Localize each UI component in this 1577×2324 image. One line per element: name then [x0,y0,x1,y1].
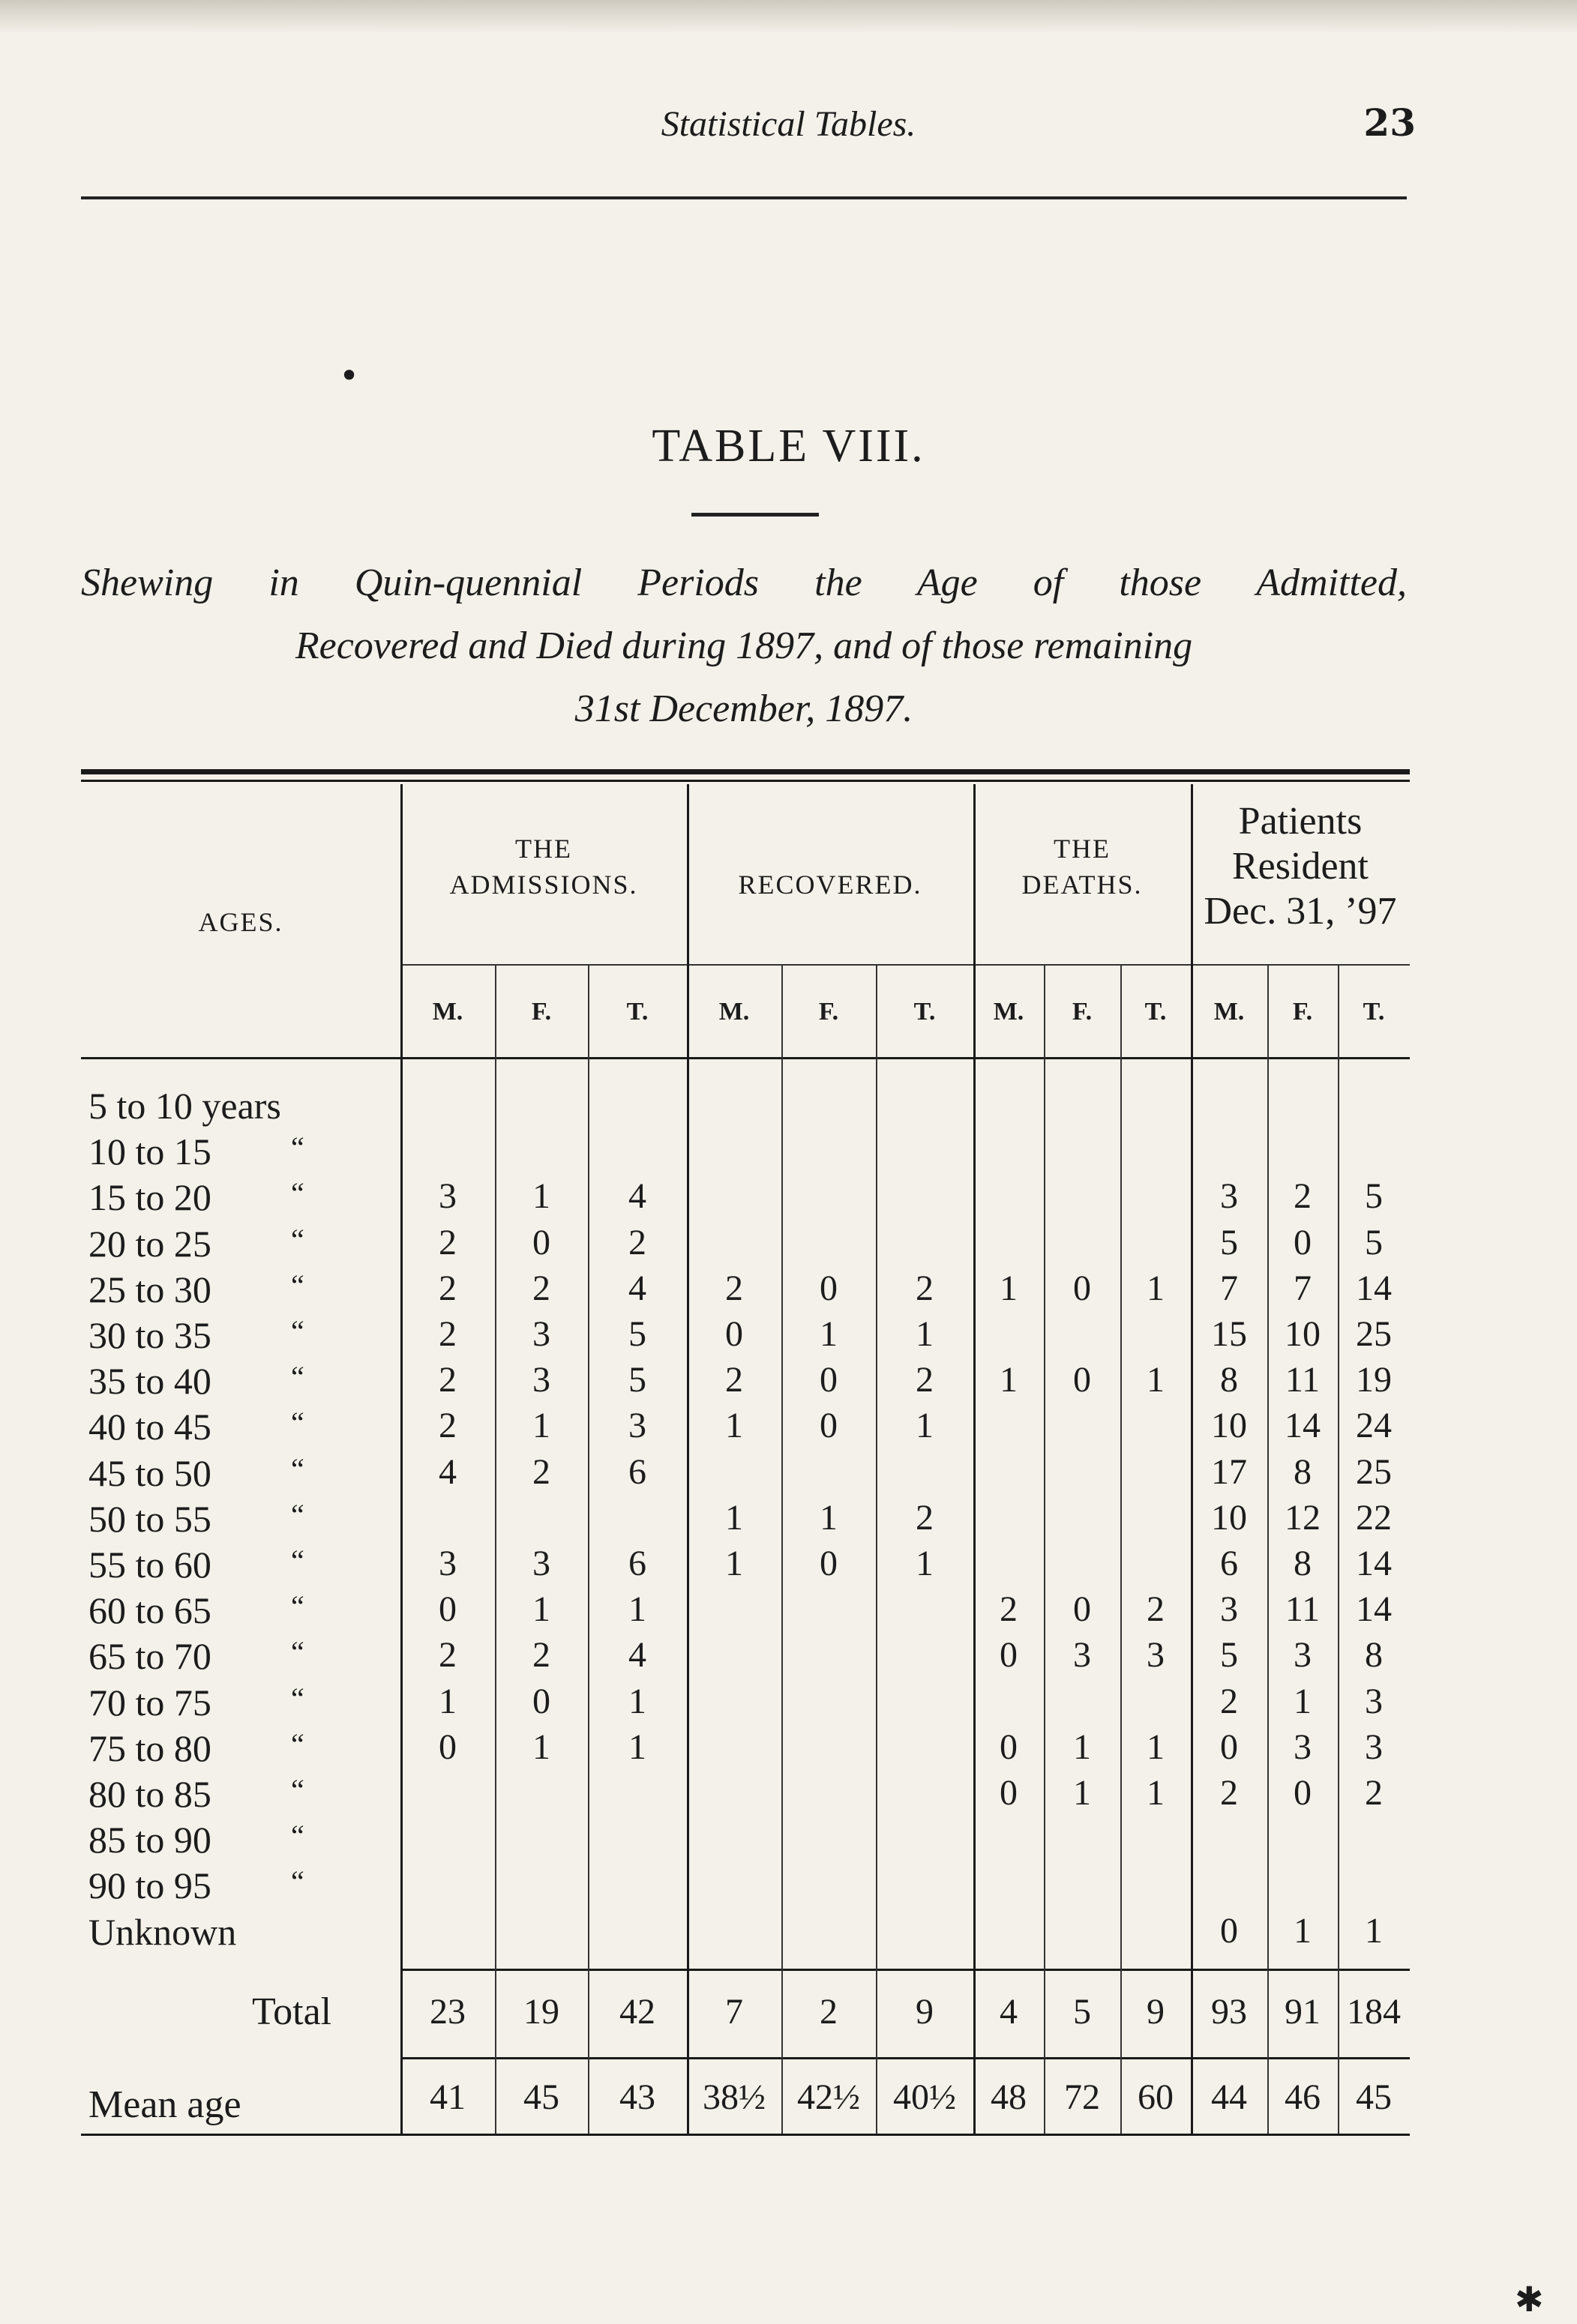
total-cell: 184 [1347,1992,1401,2032]
table-cell: 2 [439,1360,457,1400]
total-cell: 23 [430,1992,466,2032]
table-cell: 5 [1365,1222,1383,1262]
table-cell: 3 [1073,1635,1091,1676]
mean-age-cell: 43 [619,2077,655,2117]
subtitle-line-1: Shewing in Quin-quennial Periods the Age of those Admitted, [81,562,1407,604]
table-cell: 12 [1285,1497,1321,1538]
age-range: 65 to 70 [88,1635,211,1678]
table-cell: 3 [1294,1727,1312,1767]
age-label [88,1497,304,1541]
age-label [88,1864,304,1907]
table-cell: 1 [532,1589,550,1630]
age-range: 35 to 40 [88,1360,211,1403]
table-cell: 1 [916,1544,934,1583]
table-cell: 1 [725,1406,743,1446]
table-top-rule-thin [81,780,1410,782]
mean-rule [400,2057,1410,2059]
table-cell: 14 [1356,1544,1392,1583]
total-cell: 7 [725,1992,743,2032]
table-cell: 0 [439,1727,457,1767]
deaths-header-line-2: DEATHS. [1021,870,1143,900]
age-range: 30 to 35 [88,1314,211,1356]
age-label [88,1313,304,1357]
table-cell: 0 [1220,1727,1238,1767]
table-cell: 2 [725,1360,743,1400]
table-cell: 2 [439,1635,457,1676]
ink-speck: • [339,355,360,396]
table-cell: 0 [1294,1222,1312,1262]
table-cell: 10 [1285,1314,1321,1354]
table-cell: 5 [1365,1176,1383,1217]
table-cell: 2 [628,1222,646,1262]
age-label [88,1130,304,1173]
ditto-mark: “ [291,1131,304,1165]
total-cell: 19 [523,1992,559,2032]
table-cell: 3 [1294,1635,1312,1676]
table-top-rule [81,769,1410,774]
table-cell: 0 [1000,1727,1018,1767]
resident-header-line-2: Resident [1232,845,1369,888]
sub-header: M. [432,998,463,1026]
table-cell: 14 [1285,1406,1321,1446]
ditto-mark: “ [291,1406,304,1440]
total-label: Total [252,1990,332,2033]
table-cell: 3 [1220,1176,1238,1217]
age-label [88,1634,304,1678]
age-label [88,1681,304,1724]
table-cell: 1 [1000,1268,1018,1308]
table-cell: 25 [1356,1314,1392,1354]
table-cell: 7 [1220,1268,1238,1308]
age-range: 90 to 95 [88,1864,211,1907]
table-cell: 0 [439,1589,457,1630]
table-cell: 1 [1147,1727,1165,1767]
ditto-mark: “ [291,1773,304,1807]
table-cell: 4 [628,1176,646,1217]
table-cell: 1 [820,1497,838,1538]
column-header-rule [81,1057,1410,1059]
table-cell: 1 [532,1176,550,1217]
table-cell: 0 [725,1314,743,1354]
age-range: 80 to 85 [88,1773,211,1815]
sub-header: M. [1213,998,1245,1026]
mean-age-cell: 38½ [703,2077,766,2117]
table-cell: 2 [725,1268,743,1308]
running-title: Statistical Tables. [661,104,916,144]
table-cell: 1 [1147,1773,1165,1813]
age-range: 20 to 25 [88,1222,211,1265]
table-cell: 5 [628,1314,646,1354]
age-range: 10 to 15 [88,1131,211,1173]
table-cell: 19 [1356,1360,1392,1400]
total-rule [400,1969,1410,1971]
sub-header: T. [626,998,649,1026]
table-cell: 3 [532,1314,550,1354]
total-cell: 91 [1285,1992,1321,2032]
table-cell: 7 [1294,1268,1312,1308]
ditto-mark: “ [291,1589,304,1624]
ages-header: AGES. [198,907,283,937]
sub-header: F. [1072,998,1093,1026]
total-cell: 93 [1211,1992,1247,2032]
deaths-header [973,831,1191,903]
age-label [88,1405,304,1448]
table-cell: 1 [725,1497,743,1538]
ditto-mark: “ [291,1497,304,1532]
table-cell: 2 [439,1314,457,1354]
table-cell: 6 [628,1544,646,1583]
mean-age-cell: 46 [1285,2077,1321,2117]
sub-header: T. [1363,998,1385,1026]
ink-blot: ✱ [1515,2279,1544,2320]
table-cell: 5 [1220,1222,1238,1262]
ditto-mark: “ [291,1176,304,1211]
sub-column-line [1120,966,1122,2134]
table-cell: 2 [916,1497,934,1538]
table-cell: 2 [532,1635,550,1676]
group-column-line [687,784,689,2134]
mean-age-cell: 44 [1211,2077,1247,2117]
sub-header: F. [818,998,839,1026]
table-cell: 2 [1294,1176,1312,1217]
table-cell: 4 [439,1451,457,1492]
mean-age-cell: 48 [991,2077,1027,2117]
sub-header: T. [1144,998,1167,1026]
table-cell: 1 [1073,1727,1091,1767]
table-cell: 11 [1285,1589,1321,1630]
table-cell: 0 [1000,1773,1018,1813]
table-cell: 1 [820,1314,838,1354]
ditto-mark: “ [291,1451,304,1486]
table-cell: 1 [532,1727,550,1767]
table-cell: 10 [1211,1497,1247,1538]
mean-age-label: Mean age [88,2083,241,2126]
table-cell: 2 [1220,1773,1238,1813]
deaths-header-line-1: THE [1054,834,1111,864]
table-cell: 2 [1147,1589,1165,1630]
total-cell: 9 [1147,1992,1165,2032]
table-title: TABLE VIII. [652,421,925,472]
total-cell: 42 [619,1992,655,2032]
table-cell: 1 [628,1681,646,1721]
age-label [88,1589,304,1632]
table-cell: 8 [1294,1544,1312,1583]
mean-age-cell: 60 [1138,2077,1174,2117]
table-cell: 3 [1365,1681,1383,1721]
table-bottom-rule [81,2134,1410,2136]
table-cell: 24 [1356,1406,1392,1446]
age-range: 70 to 75 [88,1681,211,1724]
total-cell: 5 [1073,1992,1091,2032]
table-cell: 0 [820,1406,838,1446]
table-cell: 1 [532,1406,550,1446]
total-cell: 4 [1000,1992,1018,2032]
table-cell: 3 [439,1544,457,1583]
age-label [88,1222,304,1265]
table-cell: 0 [1073,1589,1091,1630]
sub-header: F. [1292,998,1313,1026]
running-head [0,97,1577,157]
table-cell: 2 [439,1406,457,1446]
age-range: 25 to 30 [88,1268,211,1310]
sub-column-line [1044,966,1045,2134]
total-cell: 9 [916,1992,934,2032]
table-cell: 1 [1073,1773,1091,1813]
subtitle-line-2: Recovered and Died during 1897, and of those remaining [295,624,1193,667]
table-cell: 2 [1000,1589,1018,1630]
table-cell: 25 [1356,1451,1392,1492]
sub-header: M. [718,998,750,1026]
table-cell: 0 [1073,1268,1091,1308]
group-header-rule [400,964,1410,966]
subtitle-line-3: 31st December, 1897. [574,687,913,730]
age-label [88,1268,304,1311]
age-range: 50 to 55 [88,1497,211,1540]
table-cell: 2 [439,1222,457,1262]
table-cell: 4 [628,1635,646,1676]
age-label [88,1727,304,1770]
table-cell: 1 [628,1727,646,1767]
table-cell: 2 [916,1268,934,1308]
ditto-mark: “ [291,1727,304,1761]
age-range: Unknown [88,1910,237,1953]
sub-header: M. [993,998,1024,1026]
table-cell: 11 [1285,1360,1321,1400]
table-cell: 1 [1147,1360,1165,1400]
table-cell: 3 [439,1176,457,1217]
age-range: 40 to 45 [88,1406,211,1448]
age-range: 45 to 50 [88,1451,211,1494]
age-range: 75 to 80 [88,1727,211,1769]
table-cell: 15 [1211,1314,1247,1354]
ditto-mark: “ [291,1864,304,1899]
page-edge-shading [0,0,1577,34]
table-cell: 22 [1356,1497,1392,1538]
table-cell: 3 [532,1360,550,1400]
admissions-header [400,831,687,903]
table-cell: 2 [1220,1681,1238,1721]
resident-header [1191,799,1410,934]
table-cell: 3 [1220,1589,1238,1630]
table-cell: 0 [820,1544,838,1583]
age-range: 55 to 60 [88,1544,211,1586]
table-cell: 4 [628,1268,646,1308]
table-cell: 1 [628,1589,646,1630]
sub-header: F. [531,998,552,1026]
table-cell: 1 [1000,1360,1018,1400]
resident-header-line-3: Dec. 31, ’97 [1204,890,1397,933]
mean-age-cell: 72 [1064,2077,1100,2117]
ditto-mark: “ [291,1635,304,1670]
table-cell: 2 [1365,1773,1383,1813]
page-number: 23 [1363,100,1416,145]
age-label [88,1543,304,1586]
age-label [88,1175,304,1219]
age-label [88,1359,304,1403]
table-cell: 1 [1294,1681,1312,1721]
table-cell: 3 [1365,1727,1383,1767]
admissions-header-line-2: ADMISSIONS. [449,870,638,900]
table-cell: 0 [1294,1773,1312,1813]
table-cell: 8 [1294,1451,1312,1492]
table-cell: 1 [1365,1910,1383,1951]
age-range: 85 to 90 [88,1819,211,1861]
total-cell: 2 [820,1992,838,2032]
mean-age-cell: 42½ [797,2077,860,2117]
age-range: 60 to 65 [88,1589,211,1632]
table-cell: 8 [1365,1635,1383,1676]
age-label [88,1818,304,1861]
ditto-mark: “ [291,1360,304,1394]
table-cell: 3 [1147,1635,1165,1676]
header-rule [81,196,1407,199]
mean-age-cell: 45 [523,2077,559,2117]
age-range: 5 to 10 years [88,1085,281,1127]
table-cell: 1 [725,1544,743,1583]
table-cell: 2 [916,1360,934,1400]
table-cell: 0 [1220,1910,1238,1951]
table-cell: 0 [1073,1360,1091,1400]
ditto-mark: “ [291,1222,304,1256]
age-label [88,1772,304,1816]
group-column-line [973,784,976,2134]
age-range: 15 to 20 [88,1176,211,1219]
resident-header-line-1: Patients [1238,800,1363,843]
ditto-mark: “ [291,1681,304,1715]
table-cell: 0 [532,1681,550,1721]
ditto-mark: “ [291,1314,304,1348]
mean-age-cell: 40½ [893,2077,956,2117]
ditto-mark: “ [291,1268,304,1302]
age-label [88,1084,281,1128]
table-cell: 6 [1220,1544,1238,1583]
ditto-mark: “ [291,1819,304,1853]
table-cell: 0 [532,1222,550,1262]
table-cell: 3 [532,1544,550,1583]
table-cell: 1 [439,1681,457,1721]
table-cell: 2 [532,1451,550,1492]
table-cell: 0 [820,1268,838,1308]
table-cell: 8 [1220,1360,1238,1400]
mean-age-cell: 41 [430,2077,466,2117]
ditto-mark: “ [291,1544,304,1577]
table-cell: 5 [628,1360,646,1400]
table-cell: 1 [1147,1268,1165,1308]
admissions-header-line-1: THE [515,834,572,864]
table-cell: 1 [916,1314,934,1354]
table-cell: 0 [820,1360,838,1400]
sub-header: T. [913,998,936,1026]
table-cell: 14 [1356,1268,1392,1308]
table-cell: 1 [916,1406,934,1446]
table-cell: 2 [439,1268,457,1308]
table-cell: 5 [1220,1635,1238,1676]
table-cell: 2 [532,1268,550,1308]
table-cell: 10 [1211,1406,1247,1446]
table-cell: 6 [628,1451,646,1492]
age-label [88,1910,236,1954]
recovered-header: RECOVERED. [738,870,922,900]
table-cell: 14 [1356,1589,1392,1630]
age-label [88,1451,304,1495]
table-cell: 0 [1000,1635,1018,1676]
title-rule [691,513,819,517]
table-cell: 1 [1294,1910,1312,1951]
table-cell: 17 [1211,1451,1247,1492]
table-cell: 3 [628,1406,646,1446]
mean-age-cell: 45 [1356,2077,1392,2117]
table-subtitle [81,552,1407,741]
statistics-table [81,769,1410,2141]
